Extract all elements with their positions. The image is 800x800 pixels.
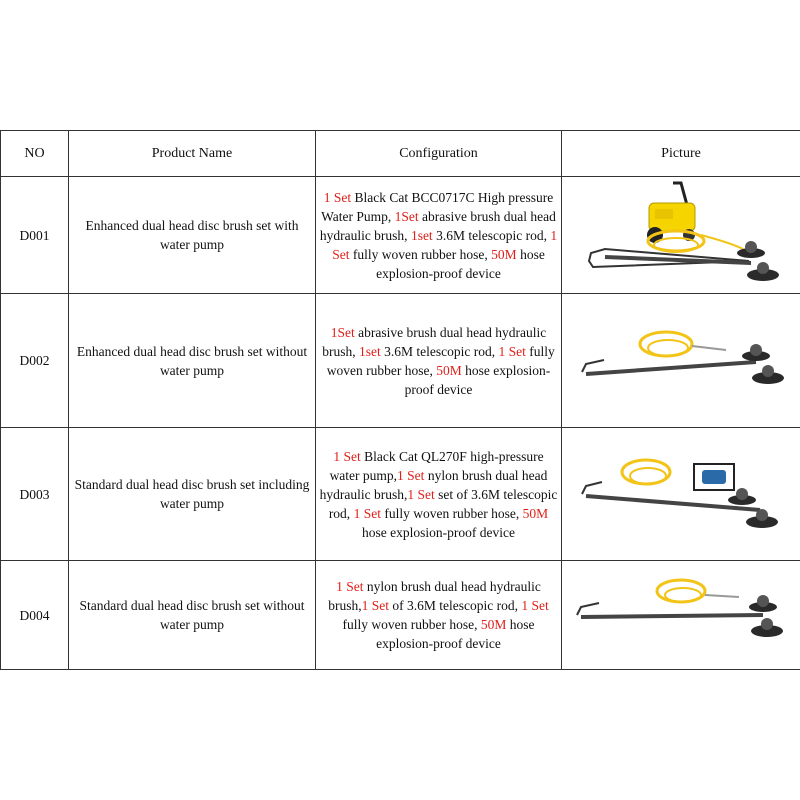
quantity-label: 1 Set	[397, 467, 425, 483]
cell-no: D002	[1, 294, 69, 428]
config-text: abrasive brush dual head hydraulic brush,	[322, 324, 547, 359]
table-row	[1, 294, 800, 428]
cell-configuration	[316, 294, 562, 428]
quantity-label: 50M	[491, 246, 517, 262]
quantity-label: 50M	[522, 505, 549, 521]
header-configuration: Configuration	[316, 131, 562, 177]
config-text: set of 3.6M telescopic rod,	[328, 486, 558, 521]
quantity-label: 1set	[410, 227, 433, 243]
config-text: fully woven rubber hose,	[342, 617, 481, 632]
config-text: 3.6M telescopic rod,	[380, 343, 499, 359]
header-picture: Picture	[562, 131, 800, 177]
cell-product-name: Standard dual head disc brush set without water pump	[69, 561, 316, 670]
config-text: nylon brush dual head hydraulic brush,	[319, 467, 548, 502]
config-text: hose explosion-proof device	[362, 524, 515, 540]
quantity-label: 50M	[436, 362, 462, 378]
dual-brush-hose-image	[571, 575, 791, 655]
cell-picture	[562, 177, 800, 294]
config-text: fully woven rubber hose,	[326, 343, 555, 378]
header-product-name: Product Name	[69, 131, 316, 177]
config-text: fully woven rubber hose,	[349, 246, 492, 262]
quantity-label: 1Set	[394, 208, 419, 224]
quantity-label: 50M	[480, 617, 507, 632]
portable-pump-image	[576, 444, 786, 544]
config-text: of 3.6M telescopic rod,	[389, 598, 522, 613]
config-text: 3.6M telescopic rod,	[432, 227, 551, 243]
quantity-label: 1 Set	[353, 505, 381, 521]
cell-picture	[562, 561, 800, 670]
cell-no: D004	[1, 561, 69, 670]
cell-configuration	[316, 428, 562, 561]
cell-picture	[562, 428, 800, 561]
config-text: abrasive brush dual head hydraulic brush,	[319, 208, 556, 243]
config-text: hose explosion-proof device	[404, 362, 551, 397]
config-text: nylon brush dual head hydraulic brush,	[328, 579, 541, 613]
cell-no: D001	[1, 177, 69, 294]
cell-configuration	[316, 177, 562, 294]
quantity-label: 1 Set	[498, 343, 526, 359]
config-text: Black Cat QL270F high-pressure water pump,	[329, 448, 544, 483]
pressure-washer-image	[581, 179, 781, 291]
table-row	[1, 428, 800, 561]
product-table	[0, 130, 800, 670]
quantity-label: 1 Set	[521, 598, 549, 613]
table-row	[1, 561, 800, 670]
header-no: NO	[1, 131, 69, 177]
header-row	[1, 131, 800, 177]
quantity-label: 1 Set	[407, 486, 435, 502]
quantity-label: 1 Set	[323, 189, 352, 205]
cell-product-name: Standard dual head disc brush set including water pump	[69, 428, 316, 561]
config-text: hose explosion-proof device	[376, 617, 535, 651]
cell-product-name: Enhanced dual head disc brush set with water pump	[69, 177, 316, 294]
table-row	[1, 177, 800, 294]
config-text: hose explosion-proof device	[376, 246, 545, 281]
cell-configuration	[316, 561, 562, 670]
quantity-label: 1Set	[330, 324, 355, 340]
quantity-label: 1 Set	[361, 598, 390, 613]
cell-picture	[562, 294, 800, 428]
cell-product-name: Enhanced dual head disc brush set without water pump	[69, 294, 316, 428]
cell-no: D003	[1, 428, 69, 561]
config-text: Black Cat BCC0717C High pressure Water Pump,	[321, 189, 554, 224]
quantity-label: 1 Set	[336, 579, 364, 594]
quantity-label: 1 Set	[332, 227, 558, 262]
quantity-label: 1set	[359, 343, 381, 359]
quantity-label: 1 Set	[333, 448, 361, 464]
dual-brush-hose-image	[576, 316, 786, 406]
config-text: fully woven rubber hose,	[380, 505, 523, 521]
